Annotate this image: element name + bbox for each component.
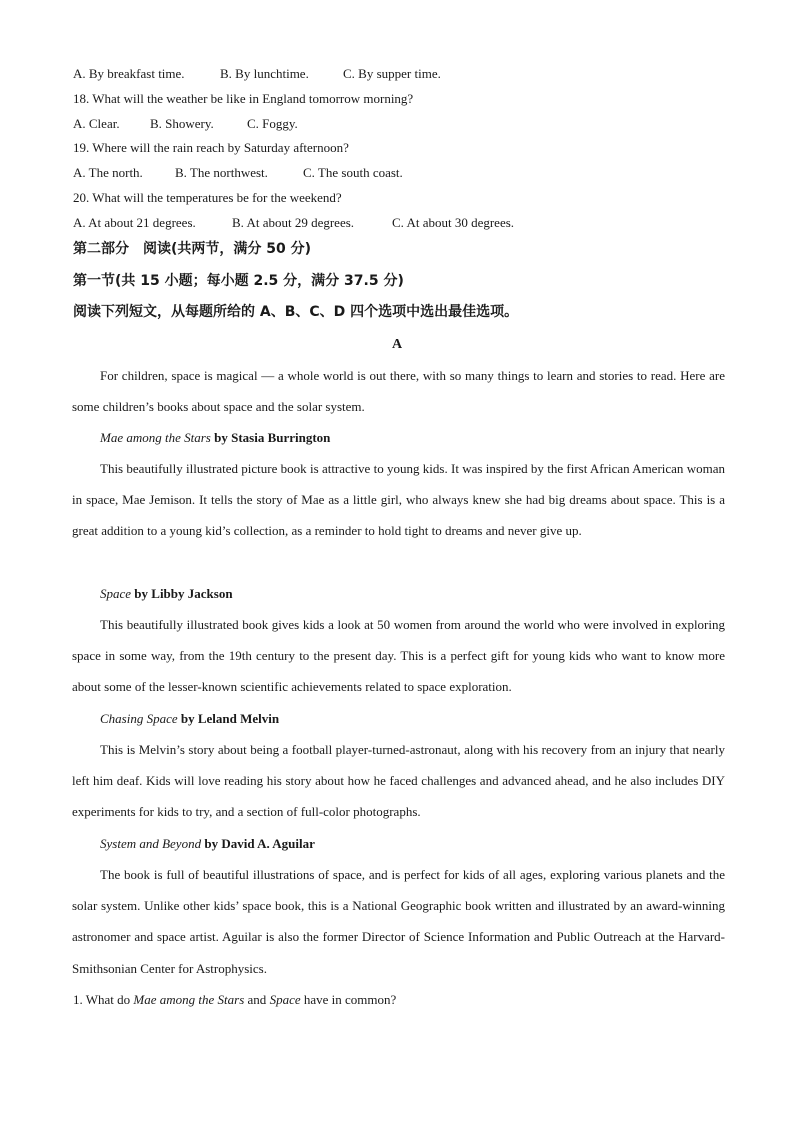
q20-question: 20. What will the temperatures be for the weekend? [73, 190, 342, 205]
q19-option-c: C. The south coast. [303, 165, 403, 180]
q17-option-a: A. By breakfast time. [73, 66, 185, 81]
book-author: by Leland Melvin [180, 711, 280, 726]
book-author: by Stasia Burrington [214, 430, 331, 445]
book-description-4: The book is full of beautiful illustrations of space, and is perfect for kids of all ages, exploring various planets and the solar system. Unlike other kids’ space book, this is a National Geographic book written and illustrated by an award-winning astronomer and space artist. Aguilar is also the former Director of Science Information and Public Outreach at the Harvard-Smithsonian Center for Astrophysics. [72, 867, 725, 976]
book-heading-3 [100, 711, 279, 727]
question-1-prefix: 1. What do [73, 992, 134, 1007]
q18-option-b: B. Showery. [150, 116, 214, 131]
book-author: by David A. Aguilar [204, 836, 315, 851]
question-1-title-1: Mae among the Stars [133, 992, 245, 1007]
q20-options [73, 215, 514, 231]
book-title: System and Beyond [100, 836, 202, 851]
question-1-suffix: have in common? [300, 992, 397, 1007]
q19-options [73, 165, 403, 181]
q19-option-a: A. The north. [73, 165, 143, 180]
book-heading-1 [100, 430, 330, 446]
question-1-title-2: Space [269, 992, 301, 1007]
q18-option-c: C. Foggy. [247, 116, 298, 131]
book-description-1: This beautifully illustrated picture book is attractive to young kids. It was inspired by the first African American woman in space, Mae Jemison. It tells the story of Mae as a little girl, who always knew she had big dreams about space. This is a great addition to a young kid’s collection, as a reminder to hold tight to dreams and never give up. [72, 461, 725, 539]
q20-option-c: C. At about 30 degrees. [392, 215, 515, 230]
q18-question: 18. What will the weather be like in England tomorrow morning? [73, 91, 414, 106]
q20-option-b: B. At about 29 degrees. [232, 215, 355, 230]
book-heading-4 [100, 836, 315, 852]
book-author: by Libby Jackson [134, 586, 233, 601]
passage-letter: A [391, 337, 403, 352]
instruction: 阅读下列短文，从每题所给的 A、B、C、D 四个选项中选出最佳选项。 [73, 304, 519, 320]
book-title: Mae among the Stars [100, 430, 211, 445]
book-description-3: This is Melvin’s story about being a football player-turned-astronaut, along with his recovery from an injury that nearly left him deaf. Kids will love reading his story about how he faced challenges and advanced ahead, and he also includes DIY experiments for kids to try, and a section of full-color photographs. [72, 742, 725, 820]
q19-option-b: B. The northwest. [175, 165, 268, 180]
question-1 [73, 992, 396, 1008]
q17-options [73, 66, 441, 82]
q17-option-b: B. By lunchtime. [220, 66, 309, 81]
book-title: Space [100, 586, 132, 601]
book-heading-2 [100, 586, 233, 602]
q18-option-a: A. Clear. [73, 116, 120, 131]
book-description-2: This beautifully illustrated book gives kids a look at 50 women from around the world who were involved in exploring space in some way, from the 19th century to the present day. This is a perfect gift for young kids who want to know more about some of the lesser-known scientific achievements related to space exploration. [72, 617, 725, 695]
part-title: 第二部分 阅读(共两节，满分 50 分) [73, 241, 312, 257]
q19-question: 19. Where will the rain reach by Saturday afternoon? [73, 140, 349, 155]
q17-option-c: C. By supper time. [343, 66, 441, 81]
q18-options [73, 116, 298, 132]
question-1-middle: and [244, 992, 270, 1007]
passage-intro: For children, space is magical — a whole world is out there, with so many things to learn and stories to read. Here are some children’s books about space and the solar system. [72, 368, 725, 415]
book-title: Chasing Space [100, 711, 178, 726]
subsection-title: 第一节(共 15 小题；每小题 2.5 分，满分 37.5 分) [73, 273, 404, 289]
q20-option-a: A. At about 21 degrees. [73, 215, 196, 230]
